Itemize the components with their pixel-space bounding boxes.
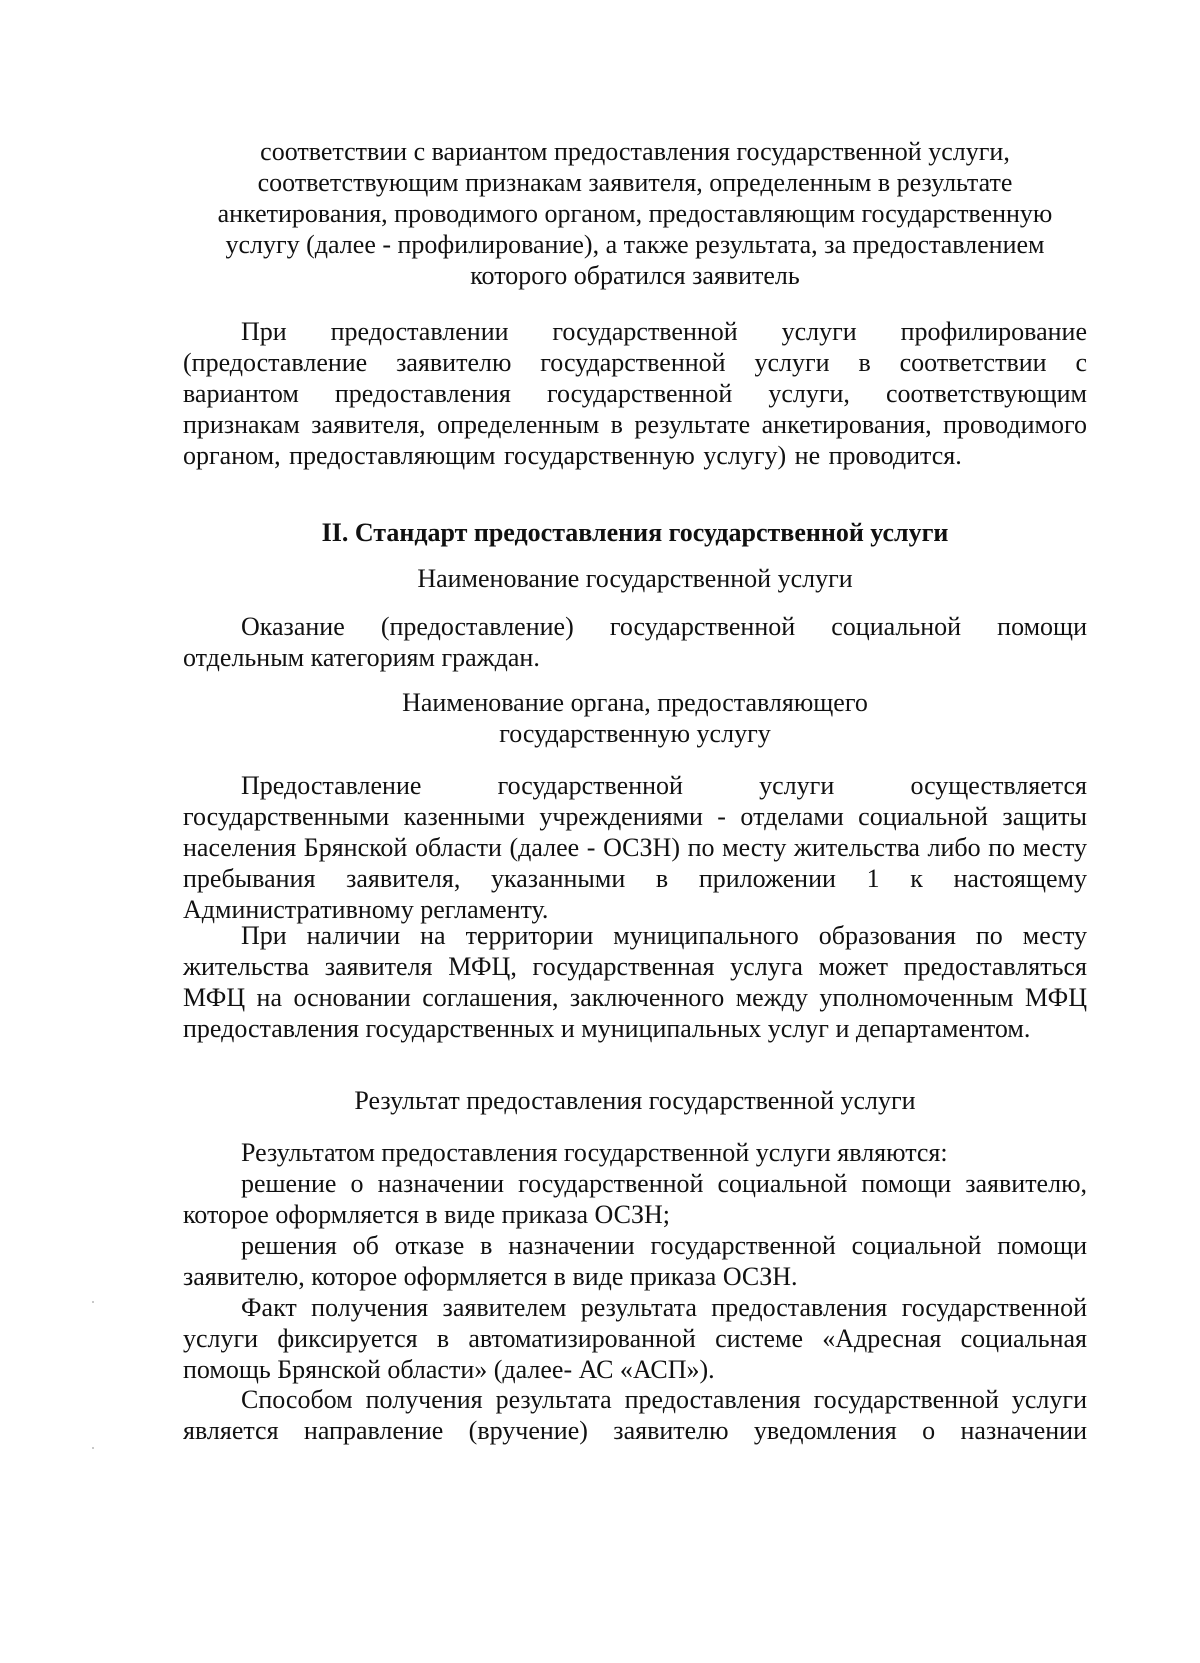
result-fact-paragraph: Факт получения заявителем результата предоставления государственной услуги фиксируется в автоматизированной системе «Адресная социальная помощь Брянской области» (далее- АС «АСП»). (183, 1293, 1087, 1384)
result-heading: Результат предоставления государственной услуги (354, 1086, 916, 1115)
profiling-paragraph: При предоставлении государственной услуги профилирование (предоставление заявителю государственной услуги в соответствии с вариантом предоставления государственной услуги, соответствующим признакам заявителя, определенным в результате анкетирования, проводимого органом, предоставляющим государственную услугу) не проводится. (183, 317, 1087, 470)
result-item-1: решение о назначении государственной социальной помощи заявителю, которое оформляется в виде приказа ОСЗН; (183, 1169, 1087, 1229)
authority-paragraph-1: Предоставление государственной услуги осуществляется государственными казенными учреждениями - отделами социальной защиты населения Брянской области (далее - ОСЗН) по месту жительства либо по месту пребывания заявителя, указанными в приложении 1 к настоящему Административному регламенту. (183, 771, 1087, 924)
intro-line: соответствующим признакам заявителя, определенным в результате (257, 168, 1013, 197)
result-method-paragraph: Способом получения результата предоставления государственной услуги является направление (вручение) заявителю уведомления о назначении (183, 1385, 1087, 1445)
service-name-text: Оказание (предоставление) государственной социальной помощи отдельным категориям граждан. (183, 612, 1087, 672)
section-title: II. Стандарт предоставления государственной услуги (321, 518, 949, 547)
intro-text (183, 136, 1087, 291)
intro-line: анкетирования, проводимого органом, предоставляющим государственную (217, 199, 1053, 228)
scan-speck (92, 1301, 94, 1303)
service-name-heading: Наименование государственной услуги (417, 564, 853, 593)
scan-speck (92, 1447, 94, 1449)
authority-paragraph-2: При наличии на территории муниципального образования по месту жительства заявителя МФЦ, государственная услуга может предоставляться МФЦ на основании соглашения, заключенного между уполномоченным МФЦ предоставления государственных и муниципальных услуг и департаментом. (183, 921, 1087, 1043)
authority-heading (183, 687, 1087, 749)
result-item-2: решения об отказе в назначении государственной социальной помощи заявителю, которое оформляется в виде приказа ОСЗН. (183, 1231, 1087, 1291)
authority-heading-line: государственную услугу (499, 719, 771, 748)
intro-line: услугу (далее - профилирование), а также результата, за предоставлением (225, 230, 1045, 259)
intro-line: соответствии с вариантом предоставления государственной услуги, (260, 137, 1010, 166)
intro-line: которого обратился заявитель (470, 261, 800, 290)
authority-heading-line: Наименование органа, предоставляющего (402, 688, 868, 717)
result-intro-line: Результатом предоставления государственной услуги являются: (241, 1138, 948, 1167)
